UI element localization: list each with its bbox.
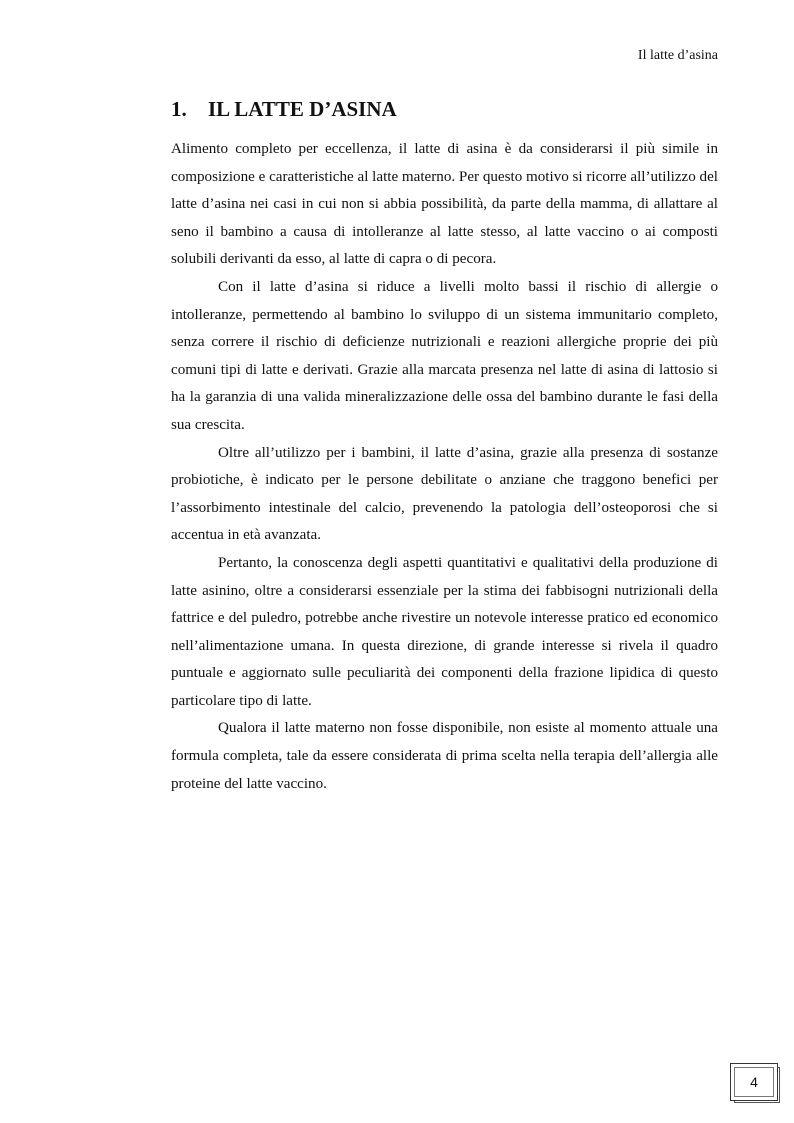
chapter-title-text: IL LATTE D’ASINA <box>208 97 397 121</box>
paragraph: Pertanto, la conoscenza degli aspetti quantitativi e qualitativi della produzione di latte asinino, oltre a considerarsi essenziale per la stima dei fabbisogni nutrizionali della fattrice e del puledro, potrebbe anche rivestire un notevole interesse pratico ed economico nell’alimentazione umana. In questa direzione, di grande interesse si rivela il quadro puntuale e aggiornato sulle peculiarità dei componenti della frazione lipidica di questo particolare tipo di latte. <box>171 554 718 709</box>
running-header: Il latte d’asina <box>637 48 718 63</box>
page-number-box-front <box>730 1063 778 1101</box>
page-number: 4 <box>750 1074 758 1090</box>
paragraph: Qualora il latte materno non fosse disponibile, non esiste al momento attuale una formula completa, tale da essere considerata di prima scelta nella terapia dell’allergia alle proteine del latte vaccino. <box>171 720 718 792</box>
page-number-box <box>730 1063 780 1103</box>
paragraph: Alimento completo per eccellenza, il latte di asina è da considerarsi il più simile in composizione e caratteristiche al latte materno. Per questo motivo si ricorre all’utilizzo del latte d’asina nei casi in cui non si abbia possibilità, da parte della mamma, di allattare al seno il bambino a causa di intolleranze al latte stesso, al latte vaccino o ai composti solubili derivanti da esso, al latte di capra o di pecora. <box>171 141 718 268</box>
chapter-title <box>171 96 397 122</box>
chapter-number: 1. <box>171 97 187 121</box>
body-text <box>171 136 718 798</box>
paragraph: Con il latte d’asina si riduce a livelli molto bassi il rischio di allergie o intolleranze, permettendo al bambino lo sviluppo di un sistema immunitario completo, senza correre il rischio di deficienze nutrizionali e reazioni allergiche proprie dei più comuni tipi di latte e derivati. Grazie alla marcata presenza nel latte di asina di lattosio si ha la garanzia di una valida mineralizzazione delle ossa del bambino durante le fasi della sua crescita. <box>171 278 718 433</box>
paragraph: Oltre all’utilizzo per i bambini, il latte d’asina, grazie alla presenza di sostanze probiotiche, è indicato per le persone debilitate o anziane che traggono benefici per l’assorbimento intestinale del calcio, prevenendo la patologia dell’osteoporosi che si accentua in età avanzata. <box>171 444 718 544</box>
